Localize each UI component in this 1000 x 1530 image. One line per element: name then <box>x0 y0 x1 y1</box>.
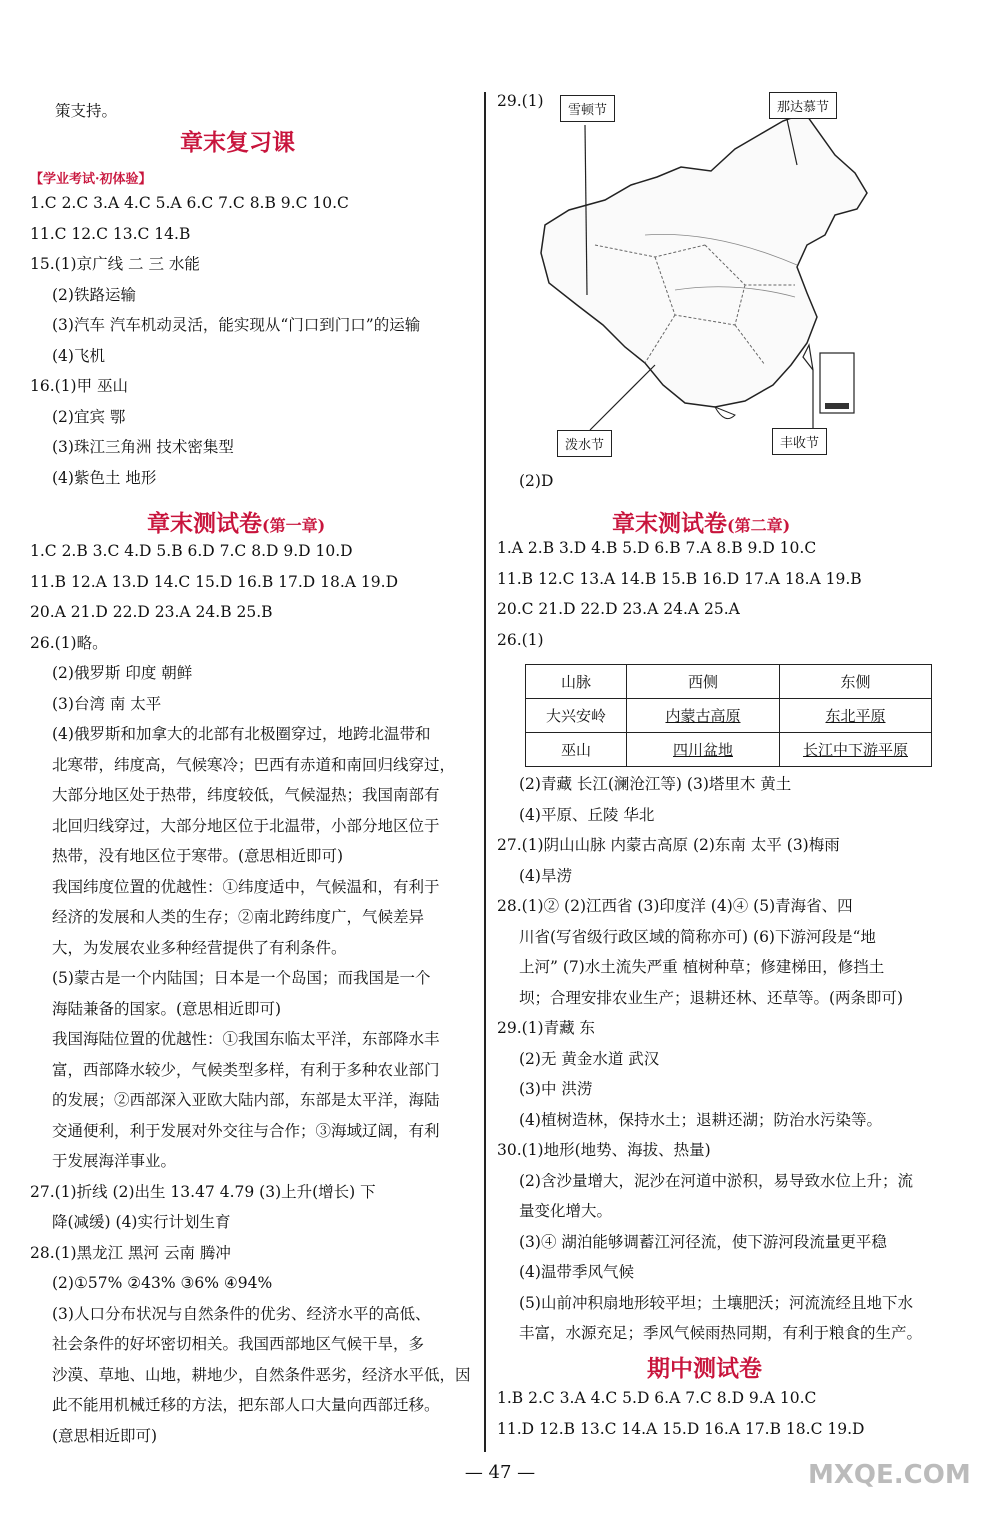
answer-line: 15.(1)京广线 二 三 水能 <box>30 255 200 273</box>
answer-line: 北寒带，纬度高，气候寒冷；巴西有赤道和南回归线穿过， <box>52 755 456 774</box>
answer-line: 此不能用机械迁移的方法，把东部人口大量向西部迁移。 <box>52 1396 440 1414</box>
section-title: 章末复习课 <box>180 129 295 156</box>
answer-line: 30.(1)地形(地势、海拔、热量) <box>497 1141 711 1159</box>
answer-line: 交通便利，利于发展对外交往与合作；③海域辽阔，有利 <box>52 1121 440 1140</box>
answer-line: (2)D <box>519 472 554 490</box>
answer-line: 量变化增大。 <box>519 1202 613 1220</box>
answer-line: (5)蒙古是一个内陆国；日本是一个岛国；而我国是一个 <box>52 969 431 987</box>
answer-line: 28.(1)黑龙江 黑河 云南 腾冲 <box>30 1243 231 1262</box>
answer-line: (4)温带季风气候 <box>519 1263 634 1281</box>
answer-line: (3)中 洪涝 <box>519 1080 593 1098</box>
answer-line: 1.C 2.C 3.A 4.C 5.A 6.C 7.C 8.B 9.C 10.C <box>30 194 349 212</box>
answer-line: 的发展；②西部深入亚欧大陆内部，东部是太平洋，海陆 <box>52 1091 440 1109</box>
map-label: 丰收节 <box>772 428 827 455</box>
answer-line: (4)植树造林，保持水土；退耕还湖；防治水污染等。 <box>519 1110 882 1129</box>
answer-line: 11.C 12.C 13.C 14.B <box>30 224 191 243</box>
table-cell: 大兴安岭 <box>526 699 627 733</box>
table-row <box>526 699 932 733</box>
answer-line: 20.C 21.D 22.D 23.A 24.A 25.A <box>497 600 740 618</box>
answer-line: 川省(写省级行政区域的简称亦可) (6)下游河段是“地 <box>519 927 876 946</box>
answer-line: 1.B 2.C 3.A 4.C 5.D 6.A 7.C 8.D 9.A 10.C <box>497 1389 817 1407</box>
answer-line: 29.(1)青藏 东 <box>497 1019 596 1037</box>
answer-line: 社会条件的好坏密切相关。我国西部地区气候干旱，多 <box>52 1335 425 1353</box>
answer-line: 经济的发展和人类的生存；②南北跨纬度广，气候差异 <box>52 908 425 926</box>
answer-line: 大部分地区处于热带，纬度较低，气候湿热；我国南部有 <box>52 786 440 804</box>
answer-line: 16.(1)甲 巫山 <box>30 377 129 395</box>
answer-line: 1.A 2.B 3.D 4.B 5.D 6.B 7.A 8.B 9.D 10.C <box>497 539 817 557</box>
answer-line: 1.C 2.B 3.C 4.D 5.B 6.D 7.C 8.D 9.D 10.D <box>30 542 353 560</box>
answer-line: (5)山前冲积扇地形较平坦；土壤肥沃；河流流经且地下水 <box>519 1293 913 1312</box>
table-header-cell: 东侧 <box>780 665 932 699</box>
table-header-cell: 山脉 <box>526 665 627 699</box>
answer-line: 降(减缓) (4)实行计划生育 <box>52 1213 231 1231</box>
column-divider <box>484 92 486 1452</box>
answer-line: 11.B 12.A 13.D 14.C 15.D 16.B 17.D 18.A 19.D <box>30 572 399 591</box>
table-header-cell: 西侧 <box>627 665 780 699</box>
answer-line: 11.B 12.C 13.A 14.B 15.B 16.D 17.A 18.A 19.B <box>497 569 862 588</box>
answer-line: (意思相近即可) <box>52 1426 158 1445</box>
answer-line: 丰富，水源充足；季风气候雨热同期，有利于粮食的生产。 <box>519 1324 923 1342</box>
answer-line: (2)无 黄金水道 武汉 <box>519 1049 660 1068</box>
table-cell: 四川盆地 <box>627 733 780 767</box>
answer-line: 27.(1)折线 (2)出生 13.47 4.79 (3)上升(增长) 下 <box>30 1182 376 1201</box>
answer-line: (4)平原、丘陵 华北 <box>519 805 655 824</box>
answer-line: (2)铁路运输 <box>52 285 136 304</box>
answer-line: 上河” (7)水土流失严重 植树种草；修建梯田，修挡土 <box>519 958 885 976</box>
question-label: 29.(1) <box>497 92 544 110</box>
table-cell: 长江中下游平原 <box>780 733 932 767</box>
answer-line: 28.(1)② (2)江西省 (3)印度洋 (4)④ (5)青海省、四 <box>497 897 853 915</box>
answer-line: 热带，没有地区位于寒带。(意思相近即可) <box>52 847 344 865</box>
table-header-row <box>526 665 932 699</box>
answer-line: 26.(1)略。 <box>30 633 108 652</box>
answer-line: (2)青藏 长江(澜沧江等) (3)塔里木 黄土 <box>519 775 792 793</box>
table-cell: 东北平原 <box>780 699 932 733</box>
answer-line: 我国海陆位置的优越性：①我国东临太平洋，东部降水丰 <box>52 1030 440 1048</box>
answer-line: 26.(1) <box>497 630 544 649</box>
map-label: 雪顿节 <box>560 95 615 122</box>
answer-line: 坝；合理安排农业生产；退耕还林、还草等。(两条即可) <box>519 988 904 1007</box>
page-number: — 47 — <box>464 1462 536 1483</box>
answer-line: (2)①57% ②43% ③6% ④94% <box>52 1274 273 1292</box>
answer-line: 海陆兼备的国家。(意思相近即可) <box>52 999 282 1018</box>
table-row <box>526 733 932 767</box>
answer-line: (3)④ 湖泊能够调蓄江河径流，使下游河段流量更平稳 <box>519 1232 887 1251</box>
answer-line: 北回归线穿过，大部分地区位于北温带，小部分地区位于 <box>52 816 440 835</box>
text-line: 策支持。 <box>55 102 118 120</box>
answer-line: 我国纬度位置的优越性：①纬度适中，气候温和，有利于 <box>52 877 440 896</box>
answer-line: (4)飞机 <box>52 346 105 365</box>
answer-line: (3)珠江三角洲 技术密集型 <box>52 438 234 456</box>
answer-line: (2)宜宾 鄂 <box>52 407 126 426</box>
answer-line: (2)俄罗斯 印度 朝鲜 <box>52 664 193 682</box>
answer-line: (4)紫色土 地形 <box>52 468 157 487</box>
table-cell: 内蒙古高原 <box>627 699 780 733</box>
answer-line: (4)俄罗斯和加拿大的北部有北极圈穿过，地跨北温带和 <box>52 725 431 743</box>
watermark: MXQE.COM <box>808 1460 971 1490</box>
answer-line: (2)含沙量增大，泥沙在河道中淤积，易导致水位上升；流 <box>519 1171 913 1190</box>
answer-line: 于发展海洋事业。 <box>52 1152 177 1170</box>
section-title: 章末测试卷(第二章) <box>612 510 791 537</box>
section-title: 章末测试卷(第一章) <box>147 510 326 537</box>
map-label: 那达慕节 <box>769 92 837 119</box>
answer-line: (3)汽车 汽车机动灵活，能实现从“门口到门口”的运输 <box>52 316 421 334</box>
answer-line: 27.(1)阴山山脉 内蒙古高原 (2)东南 太平 (3)梅雨 <box>497 836 840 854</box>
answer-line: 富，西部降水较少，气候类型多样，有利于多种农业部门 <box>52 1060 440 1079</box>
section-title: 期中测试卷 <box>647 1355 762 1382</box>
table-cell: 巫山 <box>526 733 627 767</box>
answer-line: (3)人口分布状况与自然条件的优劣、经济水平的高低、 <box>52 1304 431 1323</box>
china-map <box>535 85 875 463</box>
answer-line: 大，为发展农业多种经营提供了有利条件。 <box>52 938 347 957</box>
answer-line: 11.D 12.B 13.C 14.A 15.D 16.A 17.B 18.C 19.D <box>497 1419 865 1438</box>
answer-line: 沙漠、草地、山地，耕地少，自然条件恶劣，经济水平低，因 <box>52 1365 471 1384</box>
answer-table <box>525 664 932 767</box>
answer-line: 20.A 21.D 22.D 23.A 24.B 25.B <box>30 603 273 621</box>
section-tag: 【学业考试·初体验】 <box>30 172 152 187</box>
answer-line: (3)台湾 南 太平 <box>52 694 162 713</box>
answer-line: (4)旱涝 <box>519 866 572 885</box>
map-label: 泼水节 <box>557 430 612 457</box>
